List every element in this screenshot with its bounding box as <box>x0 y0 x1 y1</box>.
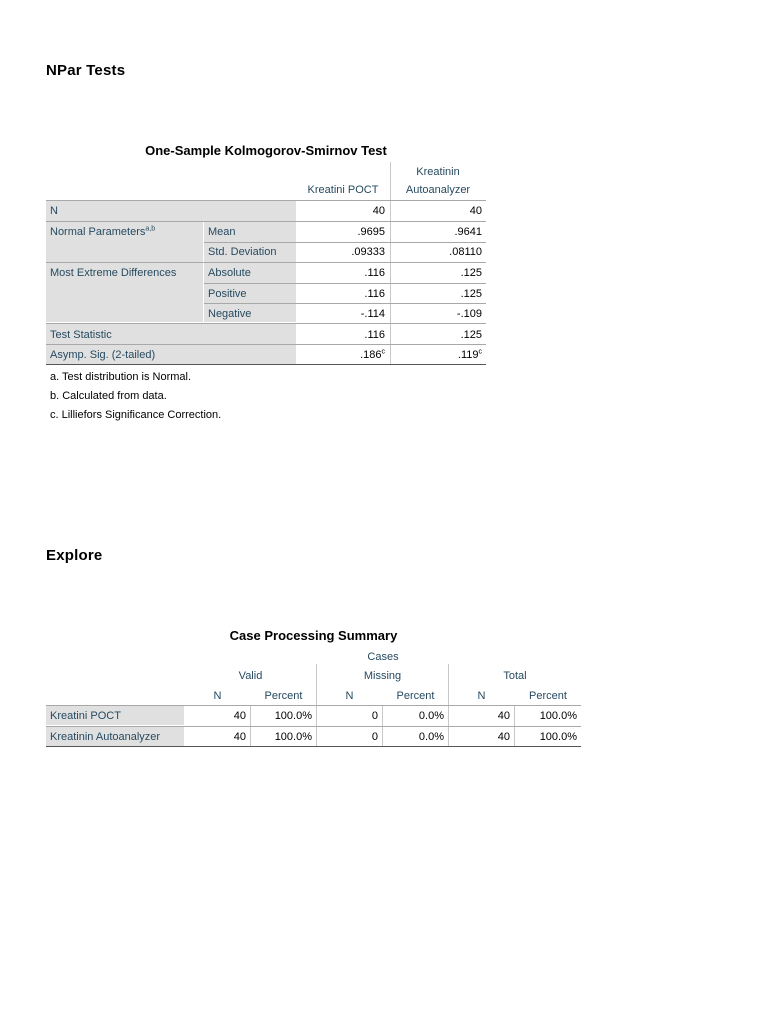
cps-r2-total-percent: 100.0% <box>539 731 577 743</box>
cps-subheader-missing-n: N <box>345 690 354 702</box>
ks-row-label-most-extreme-differences: Most Extreme Differences <box>50 267 177 279</box>
cps-r2-missing-percent: 0.0% <box>418 731 444 743</box>
ks-value-std-poct: .09333 <box>351 246 385 258</box>
cps-table-title: Case Processing Summary <box>229 628 398 643</box>
ks-value-mean-poct: .9695 <box>357 226 385 238</box>
ks-footnote-a: a. Test distribution is Normal. <box>50 371 192 383</box>
ks-value-mean-auto: .9641 <box>454 226 482 238</box>
asymp-sig-auto-footnote-mark: c <box>478 348 482 356</box>
normal-parameters-footnote-mark: a,b <box>145 225 156 233</box>
ks-value-positive-poct: .116 <box>364 288 385 300</box>
ks-value-absolute-auto: .125 <box>460 267 482 279</box>
cps-group-total: Total <box>503 670 527 682</box>
asymp-sig-poct-footnote-mark: c <box>381 348 385 356</box>
ks-sub-label-absolute: Absolute <box>208 267 251 279</box>
ks-value-n-auto: 40 <box>469 205 482 217</box>
explore-heading: Explore <box>46 547 103 564</box>
ks-col-header-autoanalyzer-line2: Autoanalyzer <box>405 184 471 196</box>
asymp-sig-poct-text: .186 <box>360 349 382 361</box>
cps-r2-total-n: 40 <box>497 731 510 743</box>
asymp-sig-auto-text: .119 <box>457 349 479 361</box>
ks-table-title: One-Sample Kolmogorov-Smirnov Test <box>145 143 387 158</box>
npar-tests-heading: NPar Tests <box>46 62 126 79</box>
ks-value-asymp-sig-auto <box>390 345 486 365</box>
cps-r2-missing-n: 0 <box>371 731 378 743</box>
ks-value-negative-auto: -.109 <box>456 308 482 320</box>
ks-value-positive-auto: .125 <box>460 288 482 300</box>
cps-subheader-valid-n: N <box>213 690 222 702</box>
cps-subheader-valid-percent: Percent <box>264 690 303 702</box>
cps-group-valid: Valid <box>238 670 263 682</box>
ks-value-absolute-poct: .116 <box>364 267 385 279</box>
ks-footnote-b: b. Calculated from data. <box>50 390 167 402</box>
cps-r2-valid-n: 40 <box>233 731 246 743</box>
cps-subheader-total-n: N <box>477 690 486 702</box>
ks-row-label-asymp-sig: Asymp. Sig. (2-tailed) <box>50 349 156 361</box>
ks-row-label-test-statistic: Test Statistic <box>50 329 112 341</box>
ks-value-test-statistic-poct: .116 <box>364 329 385 341</box>
ks-row-label-normal-parameters <box>46 222 155 242</box>
cps-r1-valid-n: 40 <box>233 710 246 722</box>
ks-value-n-poct: 40 <box>372 205 385 217</box>
ks-col-header-autoanalyzer-line1: Kreatinin <box>416 166 460 178</box>
ks-sub-label-positive: Positive <box>208 288 247 300</box>
cps-r1-total-percent: 100.0% <box>539 710 577 722</box>
cps-r1-missing-n: 0 <box>371 710 378 722</box>
cps-cases-header: Cases <box>367 651 399 663</box>
cps-row-label-kreatini-poct: Kreatini POCT <box>50 710 121 722</box>
ks-sub-label-std-deviation: Std. Deviation <box>208 246 277 258</box>
normal-parameters-text: Normal Parameters <box>50 226 146 238</box>
cps-r1-missing-percent: 0.0% <box>418 710 444 722</box>
ks-value-negative-poct: -.114 <box>360 308 385 320</box>
cps-r1-total-n: 40 <box>497 710 510 722</box>
cps-subheader-total-percent: Percent <box>529 690 567 702</box>
ks-value-asymp-sig-poct <box>297 345 389 365</box>
ks-col-header-poct: Kreatini POCT <box>307 184 379 196</box>
ks-value-test-statistic-auto: .125 <box>460 329 482 341</box>
cps-r1-valid-percent: 100.0% <box>274 710 312 722</box>
cps-row-label-kreatinin-autoanalyzer: Kreatinin Autoanalyzer <box>50 731 161 743</box>
ks-footnote-c: c. Lilliefors Significance Correction. <box>50 409 222 421</box>
ks-row-label-n: N <box>50 205 58 217</box>
ks-shade-n <box>46 201 296 221</box>
cps-group-missing: Missing <box>363 670 402 682</box>
cps-r2-valid-percent: 100.0% <box>274 731 312 743</box>
ks-value-std-auto: .08110 <box>449 246 482 258</box>
cps-subheader-missing-percent: Percent <box>396 690 435 702</box>
ks-sub-label-mean: Mean <box>208 226 236 238</box>
ks-sub-label-negative: Negative <box>208 308 252 320</box>
